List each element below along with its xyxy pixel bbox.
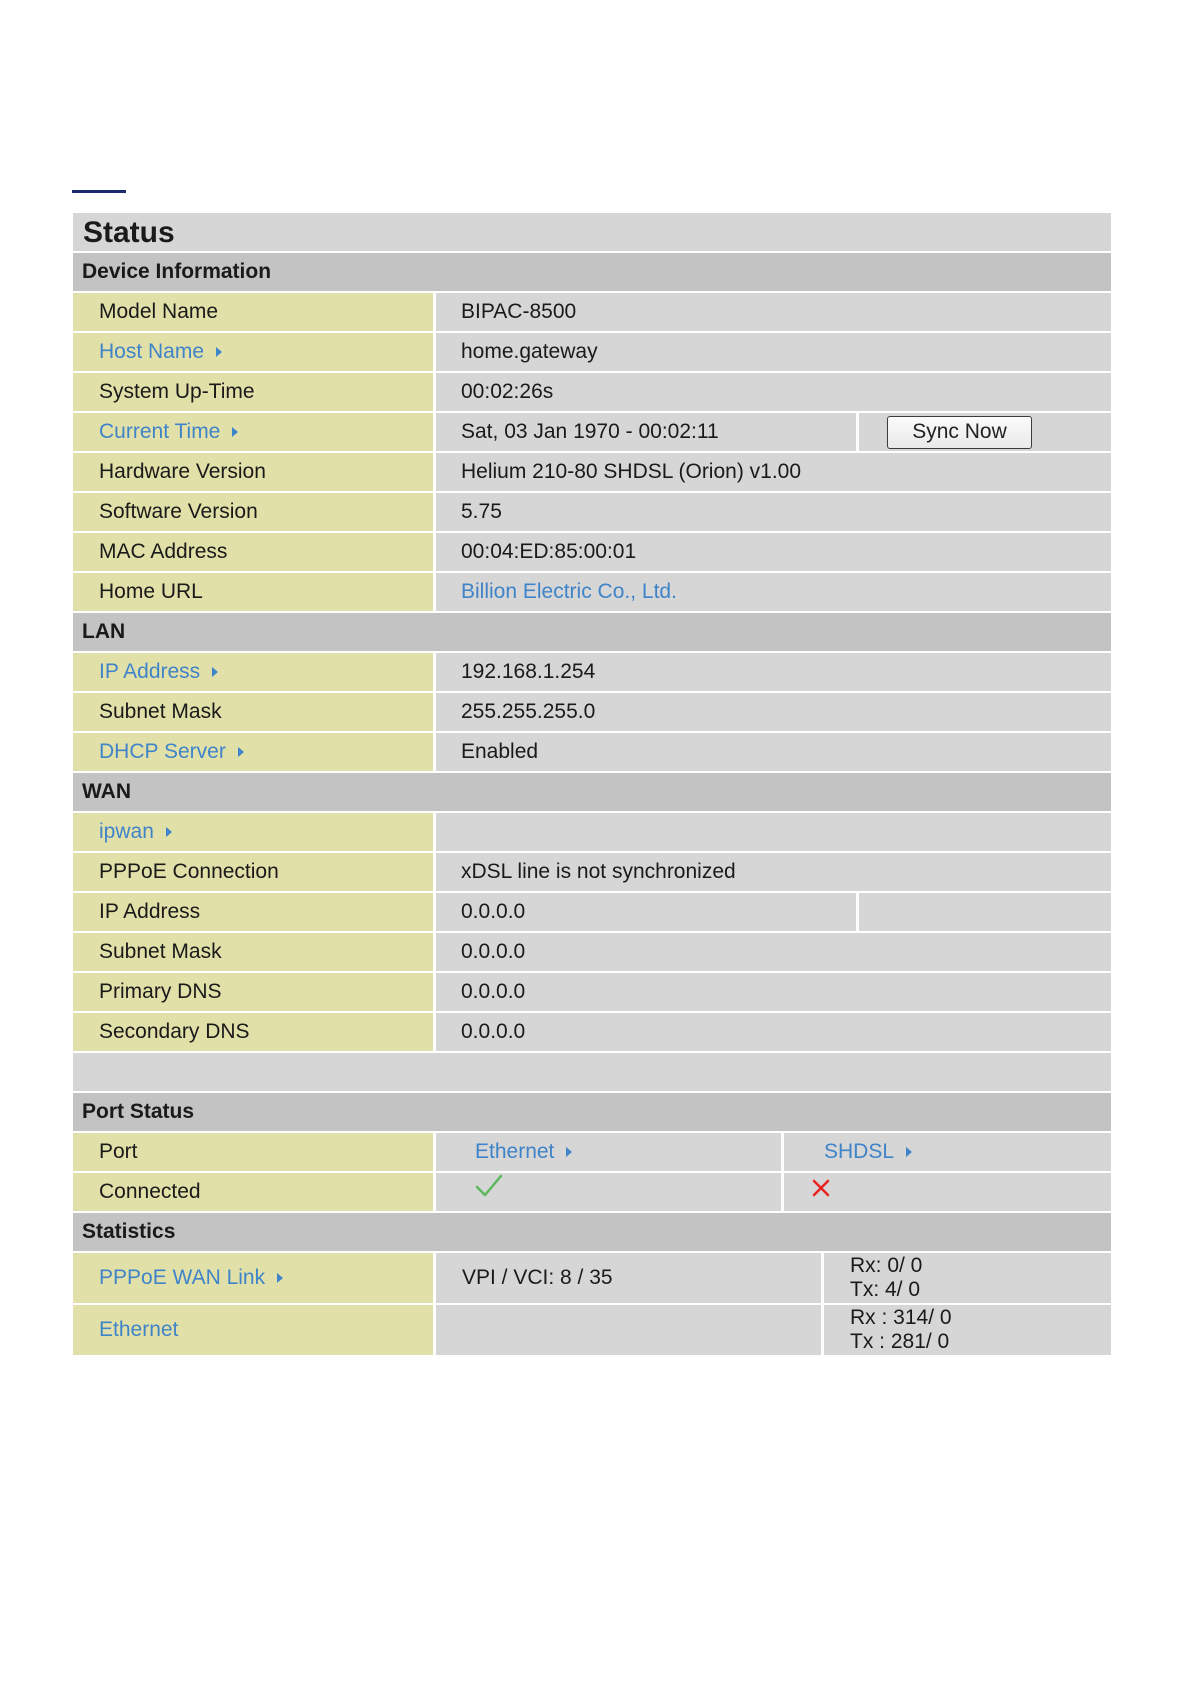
sync-cell	[859, 413, 1111, 451]
row-home-url	[73, 573, 1111, 611]
section-wan: WAN	[73, 773, 1111, 811]
port-shdsl-cell	[784, 1133, 1111, 1171]
status-panel	[73, 213, 1111, 1357]
row-model-name	[73, 293, 1111, 331]
top-rule	[72, 190, 126, 193]
x-icon	[811, 1173, 831, 1211]
value-pppoe-connection: xDSL line is not synchronized	[436, 853, 1111, 891]
row-wan-subnet-mask	[73, 933, 1111, 971]
pppoe-wan-link[interactable]	[99, 1266, 283, 1289]
value-primary-dns: 0.0.0.0	[436, 973, 1111, 1011]
page-title: Status	[73, 213, 1111, 251]
rx-count: Rx: 0/ 0	[850, 1254, 923, 1277]
label-port: Port	[73, 1133, 433, 1171]
value-software-version: 5.75	[436, 493, 1111, 531]
shdsl-port-link-text: SHDSL	[824, 1140, 895, 1163]
port-ethernet-cell	[436, 1133, 781, 1171]
section-lan: LAN	[73, 613, 1111, 651]
arrow-right-icon	[566, 1147, 572, 1157]
row-current-time	[73, 413, 1111, 451]
check-icon	[475, 1173, 503, 1211]
arrow-right-icon	[906, 1147, 912, 1157]
home-url-link[interactable]: Billion Electric Co., Ltd.	[461, 580, 677, 603]
host-name-link-text: Host Name	[99, 340, 205, 363]
pppoe-wan-link-text: PPPoE WAN Link	[99, 1266, 266, 1289]
value-model-name: BIPAC-8500	[436, 293, 1111, 331]
row-host-name	[73, 333, 1111, 371]
ethernet-connected-cell	[436, 1173, 781, 1211]
value-wan-subnet-mask: 0.0.0.0	[436, 933, 1111, 971]
ethernet-port-link-text: Ethernet	[475, 1140, 555, 1163]
value-secondary-dns: 0.0.0.0	[436, 1013, 1111, 1051]
ethernet-stats-middle	[436, 1305, 821, 1355]
row-mac-address	[73, 533, 1111, 571]
ethernet-stats-link[interactable]: Ethernet	[99, 1318, 179, 1341]
label-current-time	[73, 413, 433, 451]
value-lan-subnet-mask: 255.255.255.0	[436, 693, 1111, 731]
label-pppoe-wan-link	[73, 1253, 433, 1303]
sync-now-button[interactable]: Sync Now	[887, 416, 1032, 449]
value-dhcp-server: Enabled	[436, 733, 1111, 771]
value-mac-address: 00:04:ED:85:00:01	[436, 533, 1111, 571]
current-time-link-text: Current Time	[99, 420, 221, 443]
lan-ip-address-link-text: IP Address	[99, 660, 201, 683]
lan-ip-address-link[interactable]	[99, 660, 218, 683]
value-lan-ip-address: 192.168.1.254	[436, 653, 1111, 691]
label-mac-address: MAC Address	[73, 533, 433, 571]
vpi-vci-value: VPI / VCI: 8 / 35	[436, 1253, 821, 1303]
row-port	[73, 1133, 1111, 1171]
value-home-url	[436, 573, 1111, 611]
label-ipwan	[73, 813, 433, 851]
shdsl-port-link[interactable]	[824, 1140, 912, 1163]
row-wan-ip-address	[73, 893, 1111, 931]
row-ipwan	[73, 813, 1111, 851]
label-hardware-version: Hardware Version	[73, 453, 433, 491]
value-ipwan	[436, 813, 1111, 851]
label-lan-ip-address	[73, 653, 433, 691]
shdsl-connected-cell	[784, 1173, 1111, 1211]
current-time-link[interactable]	[99, 420, 238, 443]
tx-count: Tx: 4/ 0	[850, 1278, 921, 1301]
row-connected	[73, 1173, 1111, 1211]
label-home-url: Home URL	[73, 573, 433, 611]
row-software-version	[73, 493, 1111, 531]
arrow-right-icon	[232, 427, 238, 437]
ethernet-port-link[interactable]	[475, 1140, 572, 1163]
row-system-up-time	[73, 373, 1111, 411]
label-model-name: Model Name	[73, 293, 433, 331]
label-system-up-time: System Up-Time	[73, 373, 433, 411]
row-lan-subnet-mask	[73, 693, 1111, 731]
section-device-information: Device Information	[73, 253, 1111, 291]
ipwan-link[interactable]	[99, 820, 172, 843]
row-stats-ethernet	[73, 1305, 1111, 1355]
arrow-right-icon	[216, 347, 222, 357]
label-lan-subnet-mask: Subnet Mask	[73, 693, 433, 731]
label-software-version: Software Version	[73, 493, 433, 531]
tx-count: Tx : 281/ 0	[850, 1330, 950, 1353]
section-port-status: Port Status	[73, 1093, 1111, 1131]
row-pppoe-connection	[73, 853, 1111, 891]
ipwan-link-text: ipwan	[99, 820, 154, 843]
label-wan-ip-address: IP Address	[73, 893, 433, 931]
arrow-right-icon	[238, 747, 244, 757]
rx-count: Rx : 314/ 0	[850, 1306, 952, 1329]
value-wan-ip-address: 0.0.0.0	[436, 893, 856, 931]
value-current-time: Sat, 03 Jan 1970 - 00:02:11	[436, 413, 856, 451]
ethernet-traffic-counts	[824, 1305, 1111, 1355]
row-stats-pppoe-wan-link	[73, 1253, 1111, 1303]
value-system-up-time: 00:02:26s	[436, 373, 1111, 411]
spacer-row	[73, 1053, 1111, 1091]
dhcp-server-link[interactable]	[99, 740, 244, 763]
label-pppoe-connection: PPPoE Connection	[73, 853, 433, 891]
value-hardware-version: Helium 210-80 SHDSL (Orion) v1.00	[436, 453, 1111, 491]
label-wan-subnet-mask: Subnet Mask	[73, 933, 433, 971]
row-dhcp-server	[73, 733, 1111, 771]
label-dhcp-server	[73, 733, 433, 771]
host-name-link[interactable]	[99, 340, 222, 363]
arrow-right-icon	[166, 827, 172, 837]
row-secondary-dns	[73, 1013, 1111, 1051]
dhcp-server-link-text: DHCP Server	[99, 740, 226, 763]
label-primary-dns: Primary DNS	[73, 973, 433, 1011]
label-stats-ethernet	[73, 1305, 433, 1355]
label-secondary-dns: Secondary DNS	[73, 1013, 433, 1051]
value-host-name: home.gateway	[436, 333, 1111, 371]
pppoe-traffic-counts	[824, 1253, 1111, 1303]
label-host-name	[73, 333, 433, 371]
row-lan-ip-address	[73, 653, 1111, 691]
arrow-right-icon	[277, 1273, 283, 1283]
arrow-right-icon	[212, 667, 218, 677]
row-primary-dns	[73, 973, 1111, 1011]
empty-cell	[859, 893, 1111, 931]
row-hardware-version	[73, 453, 1111, 491]
label-connected: Connected	[73, 1173, 433, 1211]
section-statistics: Statistics	[73, 1213, 1111, 1251]
